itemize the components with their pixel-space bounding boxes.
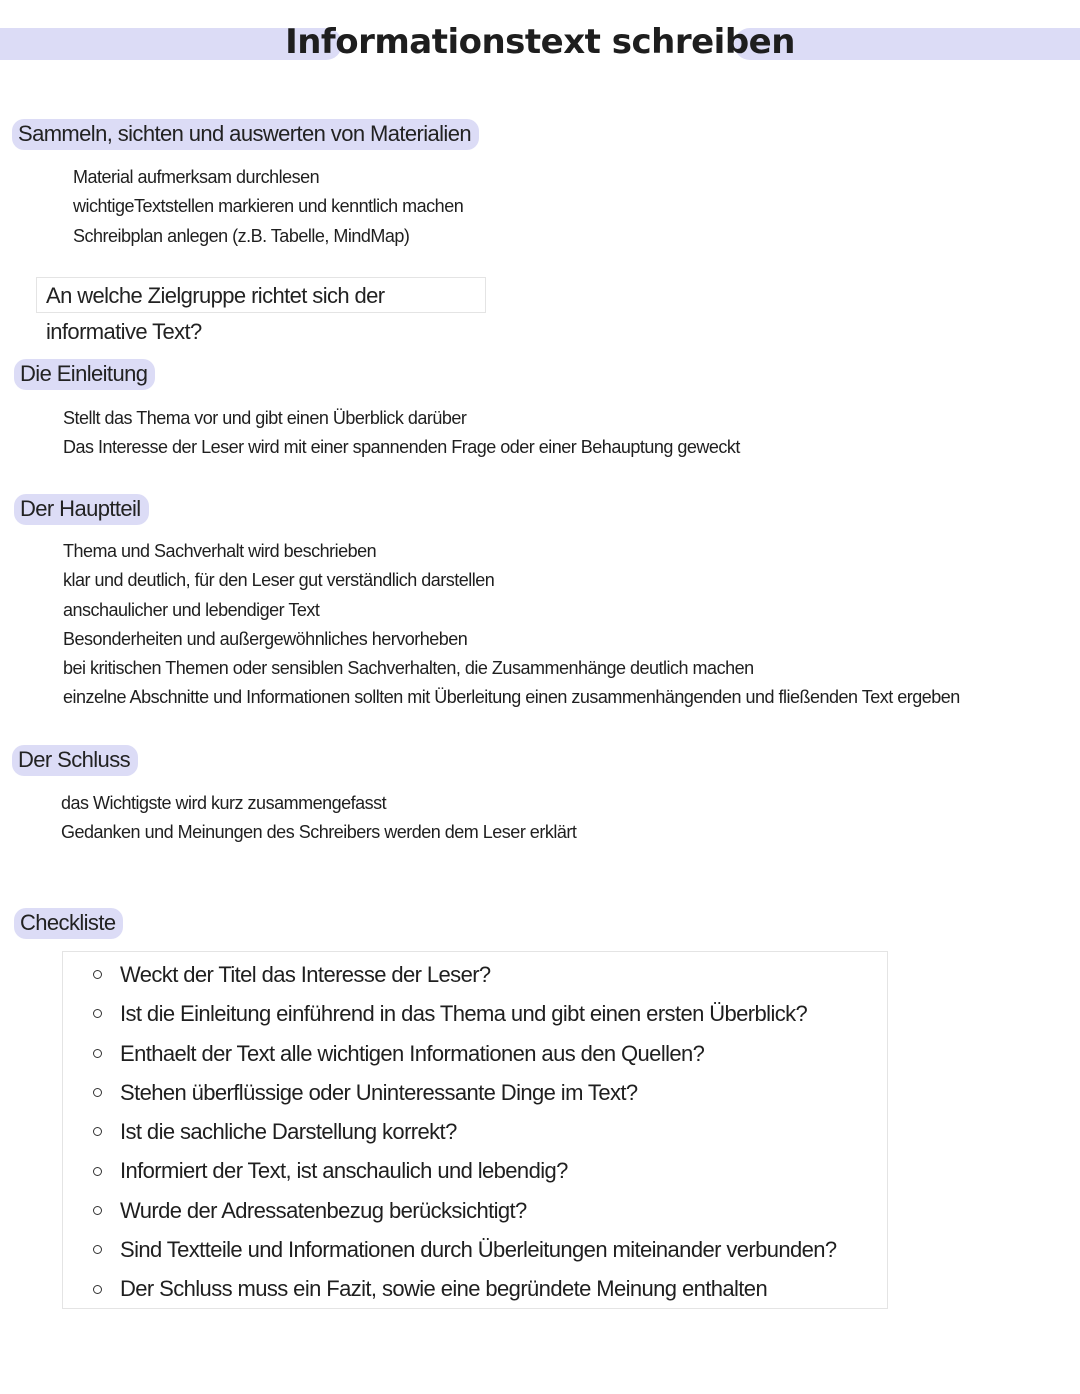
list-item: Thema und Sachverhalt wird beschrieben xyxy=(63,541,377,561)
checklist-item xyxy=(63,1112,887,1151)
circle-bullet-icon xyxy=(93,1285,102,1294)
checklist-item xyxy=(63,1269,887,1308)
zielgruppe-question: An welche Zielgruppe richtet sich der informative Text? xyxy=(36,277,486,313)
heading-checkliste: Checkliste xyxy=(14,908,123,939)
list-item: Schreibplan anlegen (z.B. Tabelle, MindMap) xyxy=(73,225,410,246)
checklist-item-text: Sind Textteile und Informationen durch Überleitungen miteinander verbunden? xyxy=(120,1237,837,1263)
checklist-item-text: Informiert der Text, ist anschaulich und lebendig? xyxy=(120,1158,568,1184)
checklist-item-text: Weckt der Titel das Interesse der Leser? xyxy=(120,962,491,987)
page-title: Informationstext schreiben xyxy=(285,22,795,62)
circle-bullet-icon xyxy=(93,1009,102,1018)
circle-bullet-icon xyxy=(93,1088,102,1097)
checklist-item xyxy=(63,1073,887,1112)
checklist-item xyxy=(63,994,887,1033)
circle-bullet-icon xyxy=(93,1049,102,1058)
checklist-item xyxy=(63,1151,887,1190)
checklist-item-text: Wurde der Adressatenbezug berücksichtigt? xyxy=(120,1197,527,1223)
heading-schluss: Der Schluss xyxy=(12,745,138,776)
hauptteil-list xyxy=(63,537,960,713)
checklist-item xyxy=(63,1034,887,1073)
einleitung-list xyxy=(63,404,740,463)
checklist-box xyxy=(62,951,888,1309)
circle-bullet-icon xyxy=(93,1167,102,1176)
checklist-item xyxy=(63,1191,887,1230)
list-item: Besonderheiten und außergewöhnliches hervorheben xyxy=(63,628,468,649)
list-item: klar und deutlich, für den Leser gut verständlich darstellen xyxy=(63,570,495,591)
list-item: das Wichtigste wird kurz zusammengefasst xyxy=(61,793,387,813)
checklist-item xyxy=(63,1230,887,1269)
checklist-item xyxy=(63,955,887,994)
circle-bullet-icon xyxy=(93,970,102,979)
checklist-item-text: Enthaelt der Text alle wichtigen Informationen aus den Quellen? xyxy=(120,1040,705,1066)
list-item: wichtigeTextstellen markieren und kenntlich machen xyxy=(73,196,464,217)
checklist-item-text: Stehen überflüssige oder Uninteressante Dinge im Text? xyxy=(120,1079,638,1105)
checklist-item-text: Ist die sachliche Darstellung korrekt? xyxy=(120,1119,457,1145)
list-item: Gedanken und Meinungen des Schreibers werden dem Leser erklärt xyxy=(61,822,577,843)
circle-bullet-icon xyxy=(93,1206,102,1215)
list-item: Material aufmerksam durchlesen xyxy=(73,167,320,187)
list-item: bei kritischen Themen oder sensiblen Sachverhalten, die Zusammenhänge deutlich machen xyxy=(63,658,754,679)
schluss-list xyxy=(61,789,576,848)
list-item: einzelne Abschnitte und Informationen sollten mit Überleitung einen zusammenhängenden und fließenden Text ergeben xyxy=(63,687,960,708)
circle-bullet-icon xyxy=(93,1127,102,1136)
checklist-item-text: Ist die Einleitung einführend in das Thema und gibt einen ersten Überblick? xyxy=(120,1001,808,1027)
materialien-list xyxy=(73,163,463,251)
circle-bullet-icon xyxy=(93,1245,102,1254)
list-item: Stellt das Thema vor und gibt einen Überblick darüber xyxy=(63,408,467,428)
checklist-item-text: Der Schluss muss ein Fazit, sowie eine begründete Meinung enthalten xyxy=(120,1276,768,1302)
list-item: Das Interesse der Leser wird mit einer spannenden Frage oder einer Behauptung geweckt xyxy=(63,437,740,458)
list-item: anschaulicher und lebendiger Text xyxy=(63,599,320,620)
heading-einleitung: Die Einleitung xyxy=(14,359,155,390)
heading-hauptteil: Der Hauptteil xyxy=(14,494,149,525)
heading-materialien: Sammeln, sichten und auswerten von Materialien xyxy=(12,119,479,150)
